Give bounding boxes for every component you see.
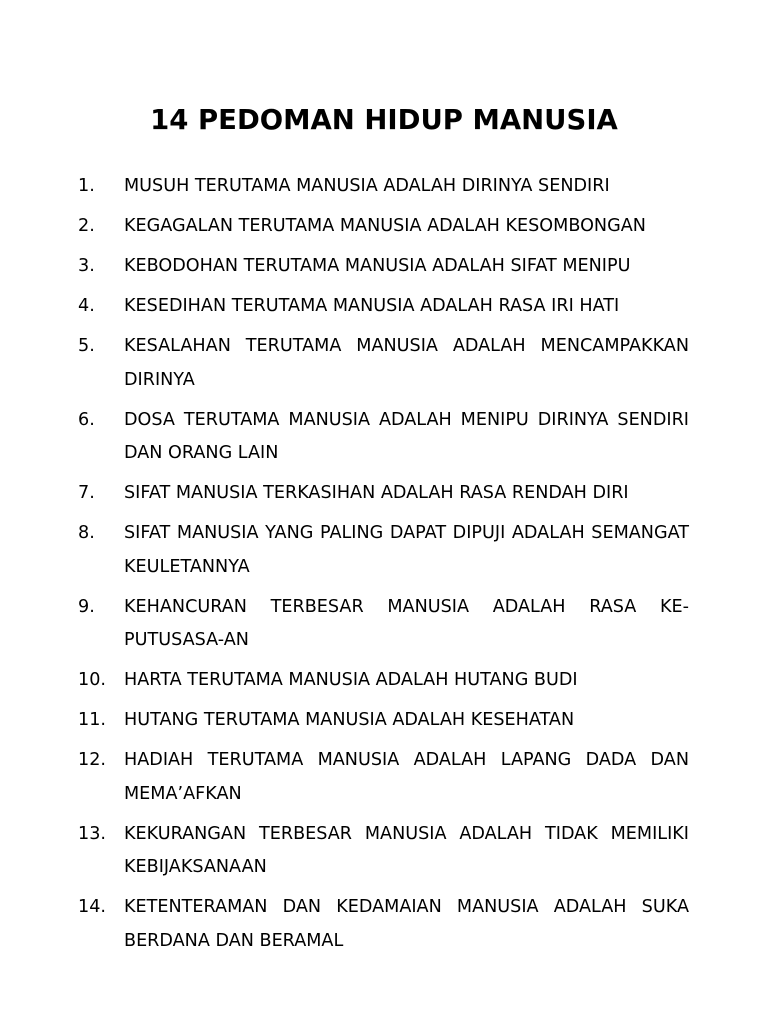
list-item-number: 2. <box>78 216 95 236</box>
list-item-number: 4. <box>78 296 95 316</box>
list-item-text: KEKURANGAN TERBESAR MANUSIA ADALAH TIDAK MEMILIKI KEBIJAKSANAAN <box>124 823 689 877</box>
list-item-number: 3. <box>78 256 95 276</box>
list-item-number: 12. <box>78 750 106 770</box>
list-item <box>78 744 689 811</box>
list-item-number: 6. <box>78 409 95 430</box>
list-item-number: 14. <box>78 897 106 917</box>
list-item-text: KEHANCURAN TERBESAR MANUSIA ADALAH RASA KE-PUTUSASA-AN <box>124 596 689 650</box>
list-item-number: 1. <box>78 176 95 196</box>
list-item-number: 10. <box>78 670 106 690</box>
list-item-text: SIFAT MANUSIA TERKASIHAN ADALAH RASA RENDAH DIRI <box>124 483 629 503</box>
list-item <box>78 330 689 397</box>
list-item-text: DOSA TERUTAMA MANUSIA ADALAH MENIPU DIRINYA SENDIRI DAN ORANG LAIN <box>124 409 689 463</box>
guideline-list <box>78 170 689 965</box>
list-item <box>78 210 689 244</box>
list-item-text: HUTANG TERUTAMA MANUSIA ADALAH KESEHATAN <box>124 710 575 730</box>
list-item-text: KEBODOHAN TERUTAMA MANUSIA ADALAH SIFAT MENIPU <box>124 256 631 276</box>
list-item-number: 9. <box>78 596 95 617</box>
list-item-text: SIFAT MANUSIA YANG PALING DAPAT DIPUJI ADALAH SEMANGAT KEULETANNYA <box>124 523 689 577</box>
list-item-number: 7. <box>78 483 95 503</box>
list-item-number: 11. <box>78 710 106 730</box>
list-item <box>78 290 689 324</box>
list-item-number: 13. <box>78 823 106 844</box>
list-item <box>78 704 689 738</box>
list-item-text: KESALAHAN TERUTAMA MANUSIA ADALAH MENCAMPAKKAN DIRINYA <box>124 336 689 390</box>
list-item <box>78 818 689 885</box>
list-item-text: MUSUH TERUTAMA MANUSIA ADALAH DIRINYA SENDIRI <box>124 176 610 196</box>
list-item <box>78 250 689 284</box>
list-item-text: KESEDIHAN TERUTAMA MANUSIA ADALAH RASA IRI HATI <box>124 296 620 316</box>
list-item <box>78 891 689 958</box>
list-item <box>78 517 689 584</box>
page-title: 14 PEDOMAN HIDUP MANUSIA <box>150 104 618 136</box>
list-item-number: 8. <box>78 523 95 543</box>
list-item-text: KETENTERAMAN DAN KEDAMAIAN MANUSIA ADALAH SUKA BERDANA DAN BERAMAL <box>124 897 689 951</box>
list-item <box>78 170 689 204</box>
list-item <box>78 404 689 471</box>
list-item-number: 5. <box>78 336 95 356</box>
list-item-text: HARTA TERUTAMA MANUSIA ADALAH HUTANG BUDI <box>124 670 578 690</box>
list-item <box>78 591 689 658</box>
list-item-text: KEGAGALAN TERUTAMA MANUSIA ADALAH KESOMBONGAN <box>124 216 646 236</box>
list-item <box>78 664 689 698</box>
list-item-text: HADIAH TERUTAMA MANUSIA ADALAH LAPANG DADA DAN MEMA’AFKAN <box>124 750 689 804</box>
list-item <box>78 477 689 511</box>
